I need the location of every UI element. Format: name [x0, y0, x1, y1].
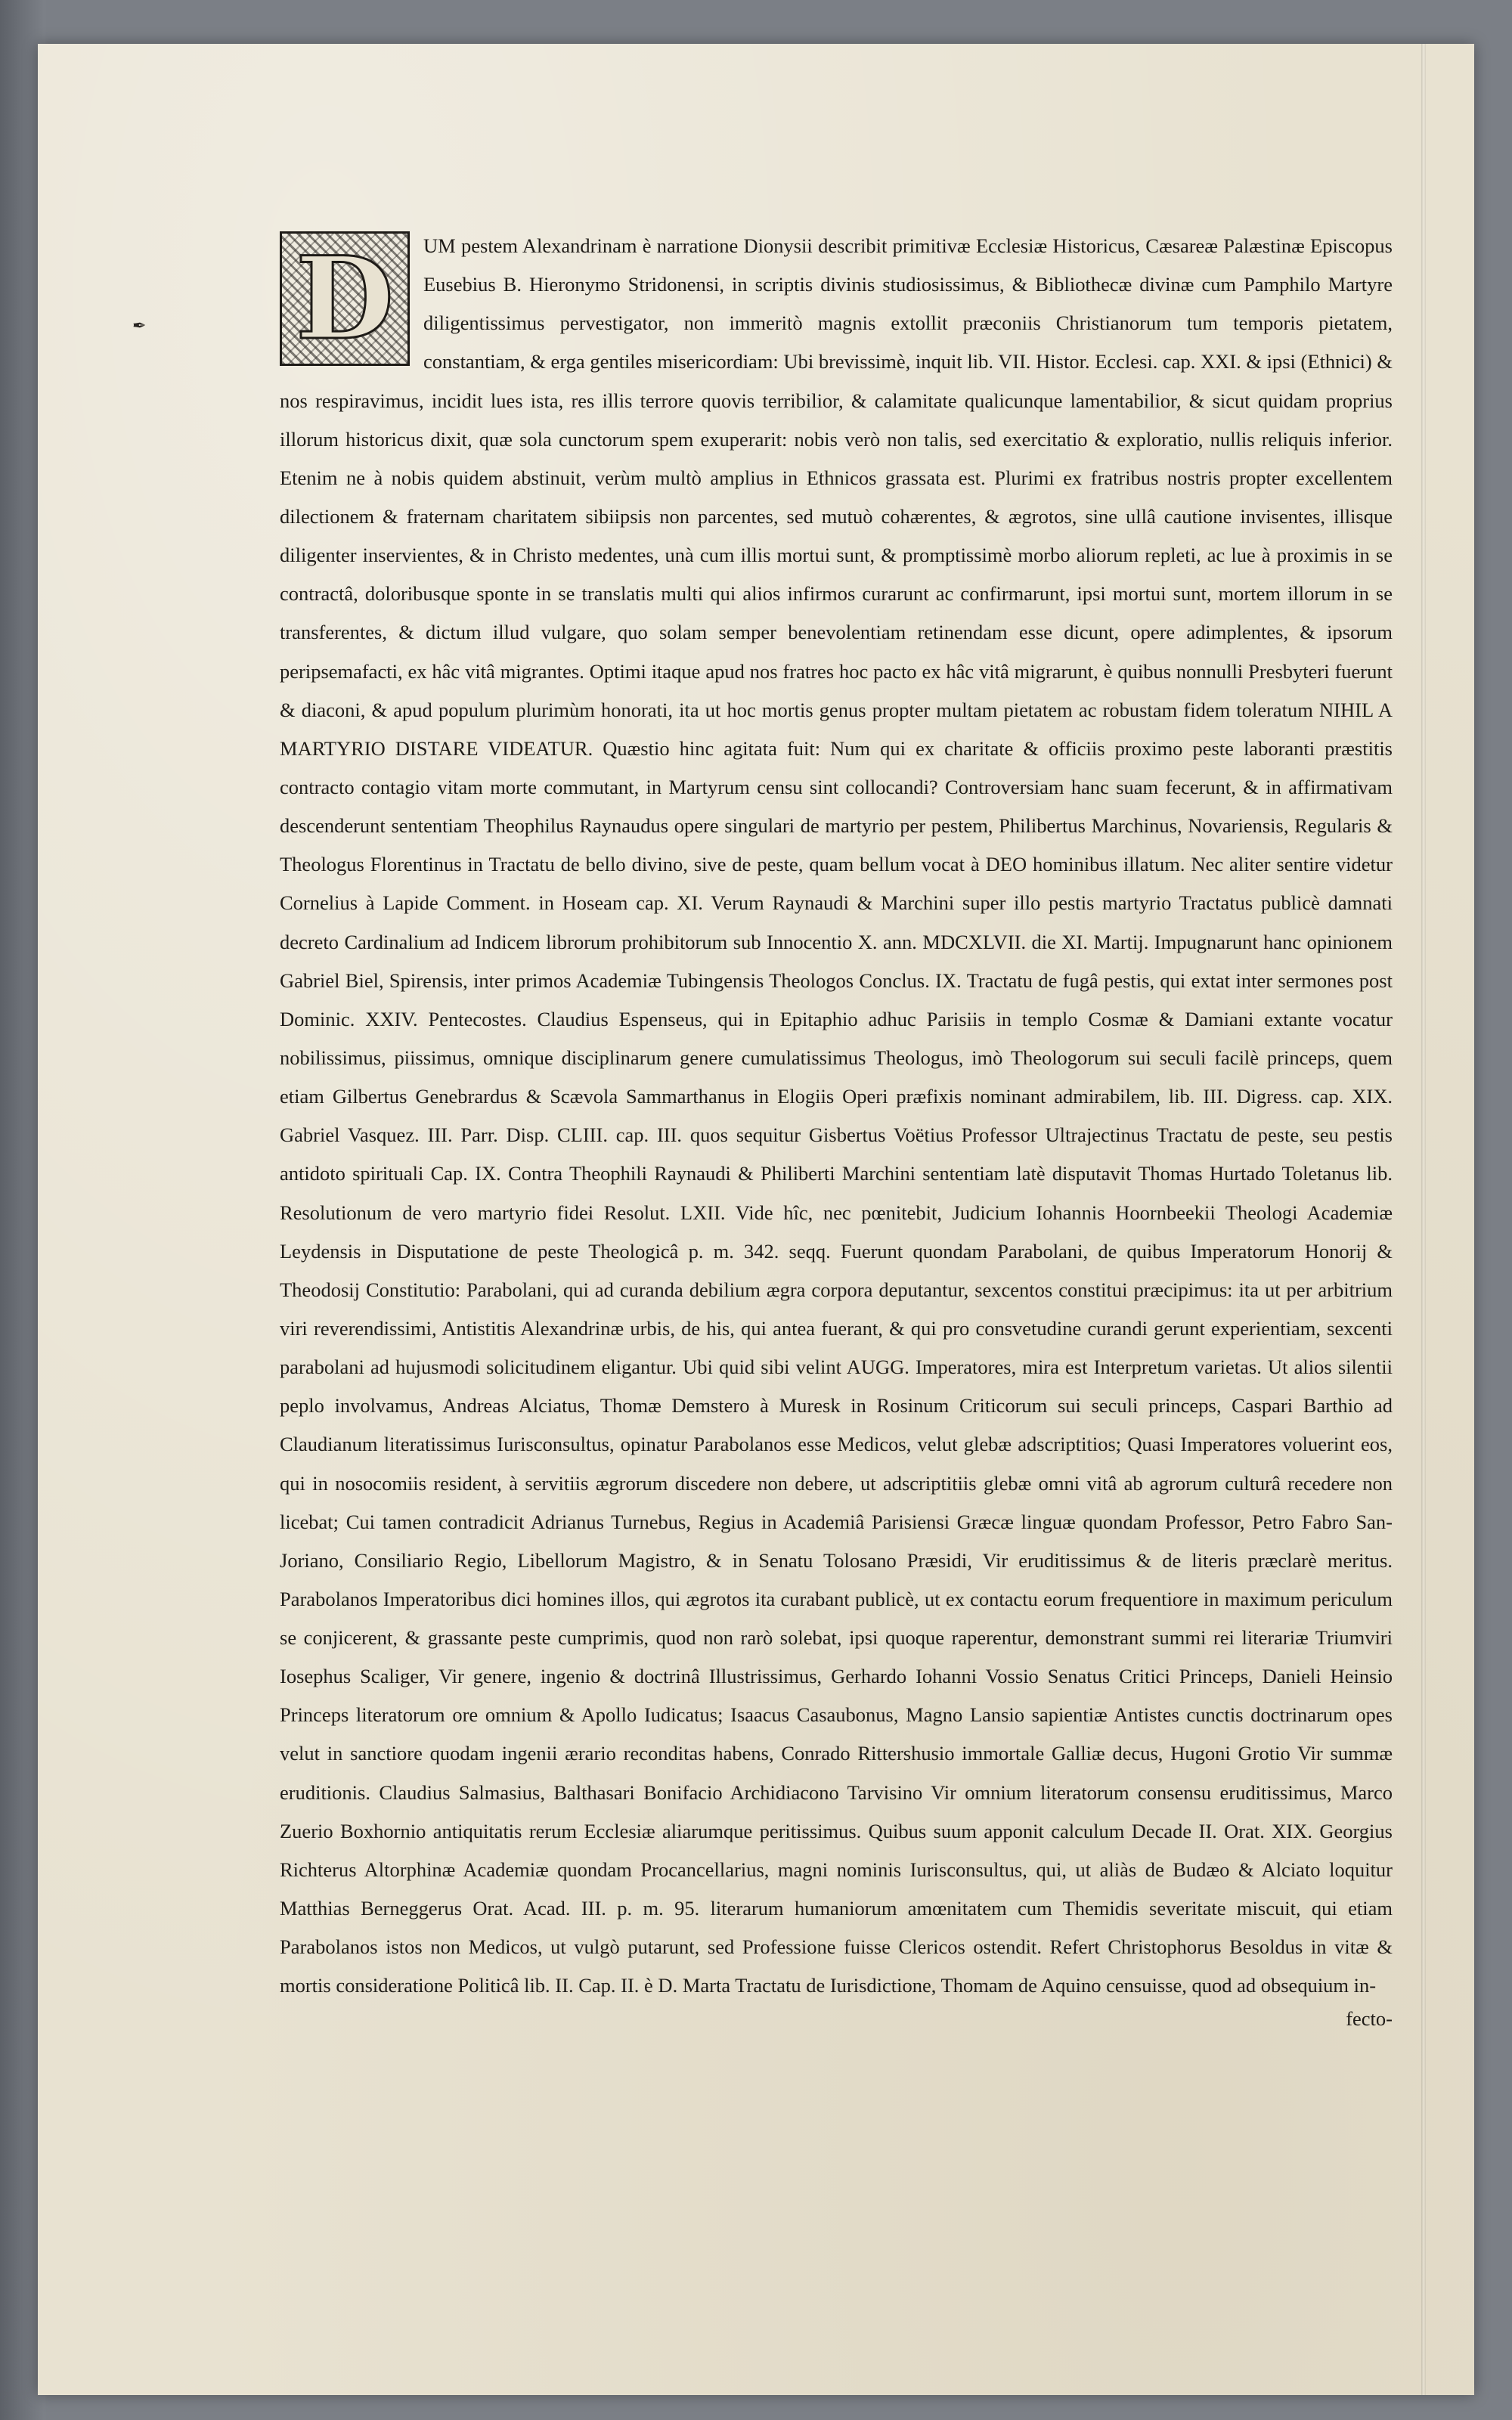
body-paragraph: UM pestem Alexandrinam è narratione Dionysii describit primitivæ Ecclesiæ Historicus, Cæsareæ Palæstinæ Episcopus Eusebius B. Hieronymo Stridonensi, in scriptis divinis studiosissimus, & Bibliothecæ divinæ cum Pamphilo Martyre diligentissimus pervestigator, non immeritò magnis extollit præconiis Christianorum tum temporis pietatem, constantiam, & erga gentiles misericordiam: Ubi brevissimè, inquit lib. VII. Histor. Ecclesi. cap. XXI. & ipsi (Ethnici) & nos respiravimus, incidit lues ista, res illis terrore quovis terribilior, & calamitate qualicunque lamentabilior, & sicut quidam proprius illorum historicus dixit, quæ sola cunctorum spem exuperarit: nobis verò non talis, sed exercitatio & exploratio, nullis reliquis inferior. Etenim ne à nobis quidem abstinuit, verùm multò amplius in Ethnicos grassata est. Plurimi ex fratribus nostris propter excellentem dilectionem & fraternam charitatem sibiipsis non parcentes, sed mutuò cohærentes, & ægrotos, sine ullâ cautione invisentes, illisque diligenter inservientes, & in Christo medentes, unà cum illis mortui sunt, & promptissimè morbo aliorum repleti, ac lue à proximis in se contractâ, doloribusque sponte in se translatis multi qui alios infirmos curarunt ac confirmarunt, ipsi mortui sunt, mortem illorum in se transferentes, & dictum illud vulgare, quo solam semper benevolentiam retinendam esse dicunt, opere adimplentes, & ipsorum peripsemafacti, ex hâc vitâ migrantes. Optimi itaque apud nos fratres hoc pacto ex hâc vitâ migrarunt, è quibus nonnulli Presbyteri fuerunt & diaconi, & apud populum plurimùm honorati, ita ut hoc mortis genus propter multam pietatem ac robustam fidem toleratum NIHIL A MARTYRIO DISTARE VIDEATUR. Quæstio hinc agitata fuit: Num qui ex charitate & officiis proximo peste laboranti præstitis contracto contagio vitam morte commutant, in Martyrum censu sint collocandi? Controversiam hanc suam fecerunt, & in affirmativam descenderunt sententiam Theophilus Raynaudus opere singulari de martyrio per pestem, Philibertus Marchinus, Novariensis, Regularis & Theologus Florentinus in Tractatu de bello divino, sive de peste, quam bellum vocat à DEO hominibus illatum. Nec aliter sentire videtur Cornelius à Lapide Comment. in Hoseam cap. XI. Verum Raynaudi & Marchini super illo pestis martyrio Tractatus publicè damnati decreto Cardinalium ad Indicem librorum prohibitorum sub Innocentio X. ann. MDCXLVII. die XI. Martij. Impugnarunt hanc opinionem Gabriel Biel, Spirensis, inter primos Academiæ Tubingensis Theologos Conclus. IX. Tractatu de fugâ pestis, qui extat inter sermones post Dominic. XXIV. Pentecostes. Claudius Espenseus, qui in Epitaphio adhuc Parisiis in templo Cosmæ & Damiani extante vocatur nobilissimus, piissimus, omnique disciplinarum genere cumulatissimus Theologus, imò Theologorum sui seculi facilè princeps, quem etiam Gilbertus Genebrardus & Scævola Sammarthanus in Elogiis Operi præfixis nominant admirabilem, lib. III. Digress. cap. XIX. Gabriel Vasquez. III. Parr. Disp. CLIII. cap. III. quos sequitur Gisbertus Voëtius Professor Ultrajectinus Tractatu de peste, seu pestis antidoto spirituali Cap. IX. Contra Theophili Raynaudi & Philiberti Marchini sententiam latè disputavit Thomas Hurtado Toletanus lib. Resolutionum de vero martyrio fidei Resolut. LXII. Vide hîc, nec pœnitebit, Judicium Iohannis Hoornbeekii Theologi Academiæ Leydensis in Disputatione de peste Theologicâ p. m. 342. seqq. Fuerunt quondam Parabolani, de quibus Imperatorum Honorij & Theodosij Constitutio: Parabolani, qui ad curanda debilium ægra corpora deputantur, sexcentos constitui præcipimus: ita ut per arbitrium viri reverendissimi, Antistitis Alexandrinæ urbis, de his, qui antea fuerant, & qui pro consvetudine curandi gerunt experientiam, sexcenti parabolani ad hujusmodi solicitudinem eligantur. Ubi quid sibi velint AUGG. Imperatores, mira est Interpretum varietas. Ut alios silentii peplo involvamus, Andreas Alciatus, Thomæ Demstero à Muresk in Rosinum Criticorum sui seculi princeps, Caspari Barthio ad Claudianum literatissimus Iurisconsultus, opinatur Parabolanos esse Medicos, velut glebæ adscriptitios; Quasi Imperatores voluerint eos, qui in nosocomiis resident, à servitiis ægrorum discedere non debere, ut adscriptitiis glebæ omni vitâ ab agrorum culturâ recedere non licebat; Cui tamen contradicit Adrianus Turnebus, Regius in Academiâ Parisiensi Græcæ linguæ quondam Professor, Petro Fabro San-Joriano, Consiliario Regio, Libellorum Magistro, & in Senatu Tolosano Præsidi, Vir eruditissimus & de literis præclarè meritus. Parabolanos Imperatoribus dici homines illos, qui ægrotos ita curabant publicè, ut ex contactu eorum frequentiore in maximum periculum se conjicerent, & grassante peste cumprimis, quod non rarò solebat, ipsi quoque raperentur, demonstrant summi rei literariæ Triumviri Iosephus Scaliger, Vir genere, ingenio & doctrinâ Illustrissimus, Gerhardo Iohanni Vossio Senatus Critici Princeps, Danieli Heinsio Princeps literatorum ore omnium & Apollo Iudicatus; Isaacus Casaubonus, Magno Lansio sapientiæ Antistes cunctis doctrinarum opes velut in sanctiore quodam ingenii ærario reconditas habens, Conrado Rittershusio immortale Galliæ decus, Hugoni Grotio Vir summæ eruditionis. Claudius Salmasius, Balthasari Bonifacio Archidiacono Tarvisino Vir omnium literatorum consensu eruditissimus, Marco Zuerio Boxhornio antiquitatis rerum Ecclesiæ aliarumque peritissimus. Quibus suum apponit calculum Decade II. Orat. XIX. Georgius Richterus Altorphinæ Academiæ quondam Procancellarius, magni nominis Iurisconsultus, qui, ut aliàs de Budæo & Alciato loquitur Matthias Berneggerus Orat. Acad. III. p. m. 95. literarum humaniorum amœnitatem cum Themidis severitate miscuit, qui etiam Parabolanos istos non Medicos, ut vulgò putarunt, sed Professione fuisse Clericos ostendit. Refert Christophorus Besoldus in vitæ & mortis consideratione Politicâ lib. II. Cap. II. è D. Marta Tractatu de Iurisdictione, Thomam de Aquino censuisse, quod ad obsequium in-	[280, 234, 1393, 1997]
text-column	[280, 227, 1393, 2034]
margin-ink-mark: ✒	[132, 316, 147, 335]
page-fold	[1421, 44, 1426, 2395]
decorated-initial	[280, 231, 410, 366]
catch-word: fecto-	[1346, 2007, 1393, 2031]
initial-letter: D	[295, 232, 395, 365]
